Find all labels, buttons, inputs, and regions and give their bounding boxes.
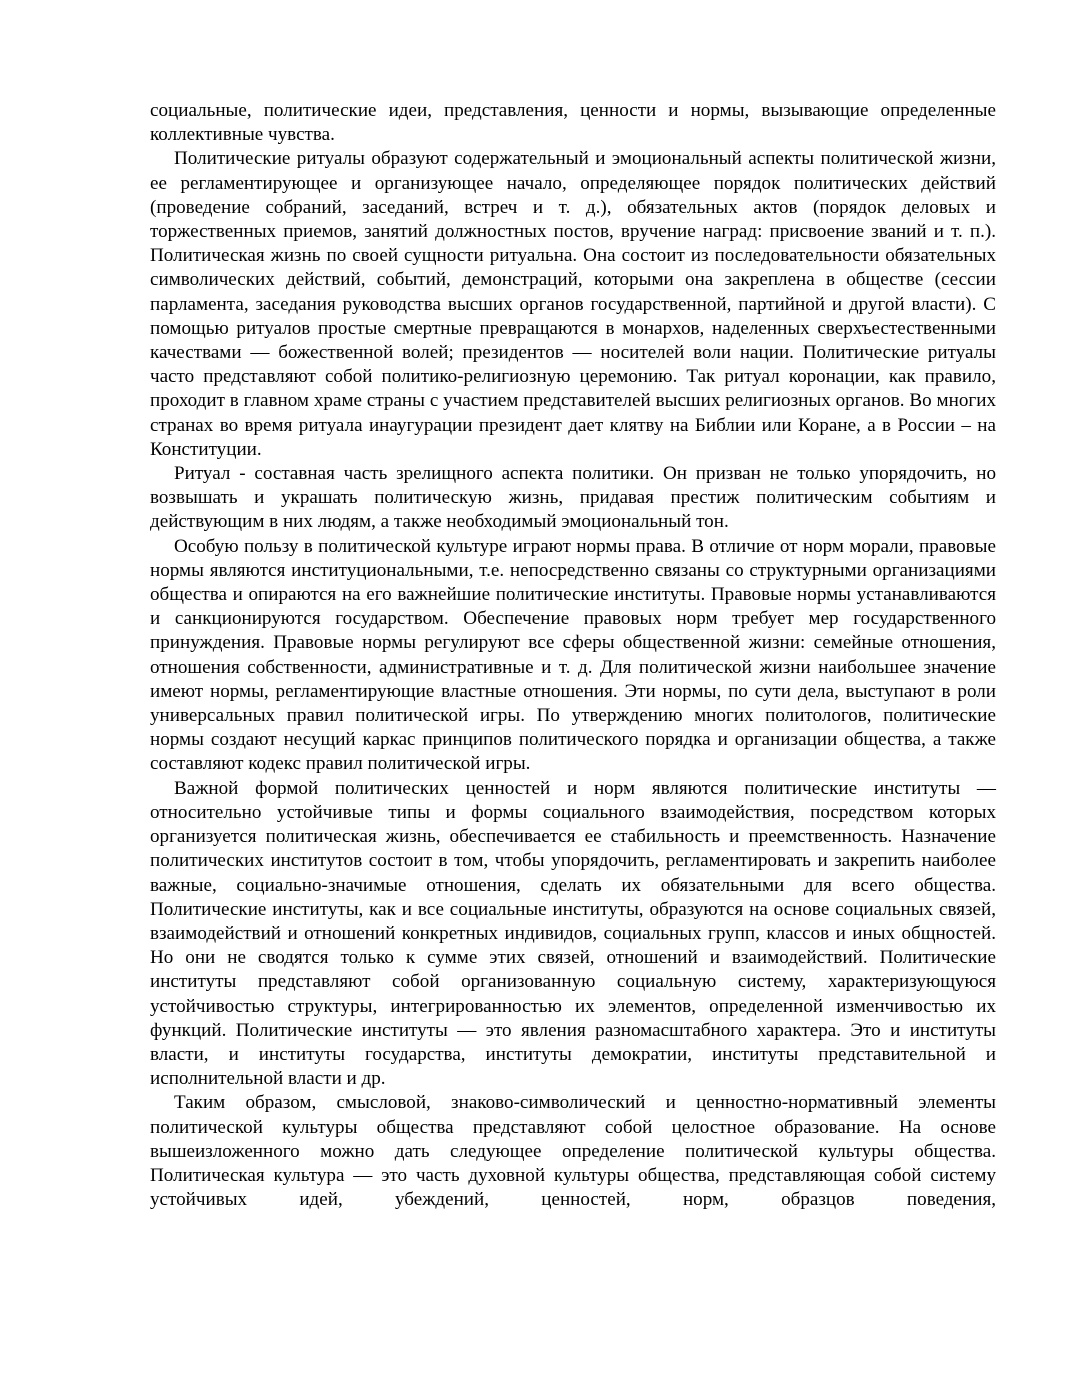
paragraph-political-institutions: Важной формой политических ценностей и норм являются политические институты — относительно устойчивые типы и формы социального взаимодействия, посредством которых организуется политическая жизнь, обеспечивается ее стабильность и преемственность. Назначение политических институтов состоит в том, чтобы упорядочить, регламентировать и закрепить наиболее важные, социально-значимые отношения, сделать их обязательными для всего общества. Политические институты, как и все социальные институты, образуются на основе социальных связей, взаимодействий и отношений конкретных индивидов, социальных групп, классов и иных общностей. Но они не сводятся только к сумме этих связей, отношений и взаимодействий. Политические институты представляют собой организованную социальную систему, характеризующуюся устойчивостью структуры, интегрированностью их элементов, определенной изменчивостью их функций. Политические институты — это явления разномасштабного характера. Это и институты власти, и институты государства, институты демократии, институты представительной и исполнительной власти и др. bbox=[150, 777, 996, 1090]
paragraph-ritual-spectacle: Ритуал - составная часть зрелищного аспекта политики. Он призван не только упорядочить, но возвышать и украшать политическую жизнь, придавая престиж политическим событиям и действующим в них людям, а также необходимый эмоциональный тон. bbox=[150, 463, 996, 533]
paragraph-political-rituals: Политические ритуалы образуют содержательный и эмоциональный аспекты политической жизни, ее регламентирующее и организующее начало, определяющее порядок политических действий (проведение собраний, заседаний, встреч и т. д.), обязательных актов (порядок деловых и торжественных приемов, занятий должностных постов, вручение наград: присвоение званий и т. п.). Политическая жизнь по своей сущности ритуальна. Она состоит из последовательности обязательных символических действий, событий, демонстраций, которыми она закреплена в обществе (сессии парламента, заседания руководства высших органов государственной, партийной и другой власти). С помощью ритуалов простые смертные превращаются в монархов, наделенных сверхъестественными качествами — божественной волей; президентов — носителей воли нации. Политические ритуалы часто представляют собой политико-религиозную церемонию. Так ритуал коронации, как правило, проходит в главном храме страны с участием представителей высших религиозных органов. Во многих странах во время ритуала инаугурации президент дает клятву на Библии или Коране, а в России – на Конституции. bbox=[150, 148, 996, 460]
paragraph-continuation: социальные, политические идеи, представления, ценности и нормы, вызывающие определенные коллективные чувства. bbox=[150, 100, 996, 146]
paragraph-legal-norms: Особую пользу в политической культуре играют нормы права. В отличие от норм морали, правовые нормы являются институциональными, т.е. непосредственно связаны со структурными организациями общества и опираются на его важнейшие политические институты. Правовые нормы устанавливаются и санкционируются государством. Обеспечение правовых норм требует мер государственного принуждения. Правовые нормы регулируют все сферы общественной жизни: семейные отношения, отношения собственности, административные и т. д. Для политической жизни наибольшее значение имеют нормы, регламентирующие властные отношения. Эти нормы, по сути дела, выступают в роли универсальных правил политической игры. По утверждению многих политологов, политические нормы создают несущий каркас принципов политического порядка и организации общества, а также составляют кодекс правил политической игры. bbox=[150, 535, 996, 775]
paragraph-conclusion: Таким образом, смысловой, знаково-символический и ценностно-нормативный элементы политической культуры общества представляют собой целостное образование. На основе вышеизложенного можно дать следующее определение политической культуры общества. Политическая культура — это часть духовной культуры общества, представляющая собой систему устойчивых идей, убеждений, ценностей, норм, образцов поведения, bbox=[150, 1092, 996, 1211]
document-page bbox=[150, 99, 996, 1212]
